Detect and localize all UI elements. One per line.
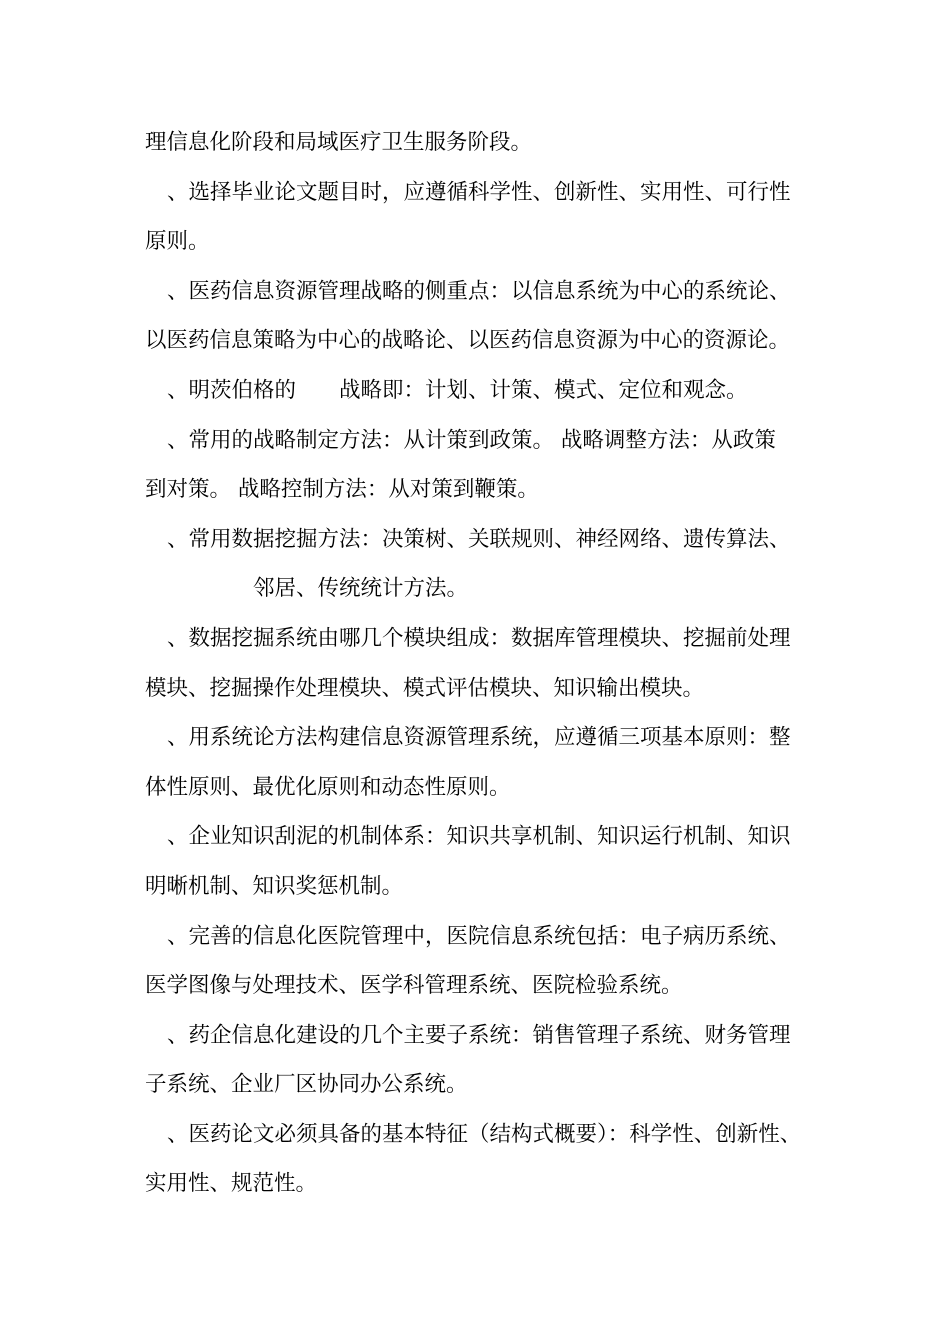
text-line: 、数据挖掘系统由哪几个模块组成：数据库管理模块、挖掘前处理 [167, 625, 791, 651]
text-line: 、选择毕业论文题目时，应遵循科学性、创新性、实用性、可行性 [167, 179, 791, 205]
text-line: 以医药信息策略为中心的战略论、以医药信息资源为中心的资源论。 [145, 328, 791, 354]
text-line: 、医药论文必须具备的基本特征（结构式概要）：科学性、创新性、 [167, 1121, 802, 1147]
text-line: 、企业知识刮泥的机制体系：知识共享机制、知识运行机制、知识 [167, 824, 791, 850]
text-line: 医学图像与处理技术、医学科管理系统、医院检验系统。 [145, 973, 683, 999]
text-line: 原则。 [145, 229, 210, 255]
text-line: 模块、挖掘操作处理模块、模式评估模块、知识输出模块。 [145, 675, 705, 701]
text-line: 实用性、规范性。 [145, 1171, 318, 1197]
text-line: 、完善的信息化医院管理中，医院信息系统包括：电子病历系统、 [167, 923, 791, 949]
text-line: 到对策。 战略控制方法：从对策到鞭策。 [145, 477, 539, 503]
text-line: 、明茨伯格的 战略即：计划、计策、模式、定位和观念。 [167, 377, 748, 403]
text-line: 邻居、传统统计方法。 [253, 576, 469, 602]
text-line: 体性原则、最优化原则和动态性原则。 [145, 774, 511, 800]
text-line: 子系统、企业厂区协同办公系统。 [145, 1072, 468, 1098]
text-line: 、药企信息化建设的几个主要子系统：销售管理子系统、财务管理 [167, 1022, 791, 1048]
text-line: 理信息化阶段和局域医疗卫生服务阶段。 [145, 130, 533, 155]
text-line: 明晰机制、知识奖惩机制。 [145, 873, 404, 899]
text-line: 、常用的战略制定方法：从计策到政策。 战略调整方法：从政策 [167, 427, 776, 453]
text-line: 、用系统论方法构建信息资源管理系统，应遵循三项基本原则：整 [167, 725, 791, 751]
text-line: 、常用数据挖掘方法：决策树、关联规则、神经网络、遗传算法、 [167, 526, 791, 552]
text-line: 、医药信息资源管理战略的侧重点：以信息系统为中心的系统论、 [167, 278, 791, 304]
document-body [145, 118, 813, 1209]
